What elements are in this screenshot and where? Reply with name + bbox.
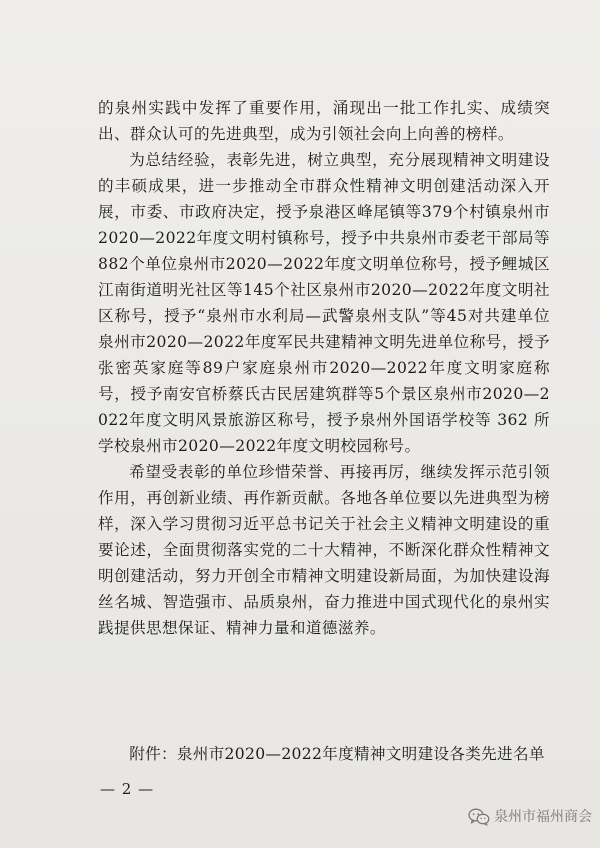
paragraph-2: 为总结经验，表彰先进，树立典型，充分展现精神文明建设的丰硕成果，进一步推动全市群众性精神文明创建活动深入开展，市委、市政府决定，授予泉港区峰尾镇等379个村镇泉州市2020—2022年度文明村镇称号，授予中共泉州市委老干部局等882个单位泉州市2020—2022年度文明单位称号，授予鲤城区江南街道明光社区等145个社区泉州市2020—2022年度文明社区称号，授予“泉州市水利局—武警泉州支队”等45对共建单位泉州市2020—2022年度军民共建精神文明先进单位称号，授予张密英家庭等89户家庭泉州市2020—2022年度文明家庭称号，授予南安官桥蔡氏古民居建筑群等5个景区泉州市2020—2022年度文明风景旅游区称号，授予泉州外国语学校等 362 所学校泉州市2020—2022年度文明校园称号。 <box>98 151 550 455</box>
attachment-line: 附件：泉州市2020—2022年度精神文明建设各类先进名单 <box>129 745 545 763</box>
page-number: — 2 — <box>100 780 155 798</box>
wechat-icon <box>468 808 490 826</box>
paragraph-3: 希望受表彰的单位珍惜荣誉、再接再厉，继续发挥示范引领作用，再创新业绩、再作新贡献。各地各单位要以先进典型为榜样，深入学习贯彻习近平总书记关于社会主义精神文明建设的重要论述，全面贯彻落实党的二十大精神，不断深化群众性精神文明创建活动，努力开创全市精神文明建设新局面，为加快建设海丝名城、智造强市、品质泉州，奋力推进中国式现代化的泉州实践提供思想保证、精神力量和道德滋养。 <box>98 463 550 637</box>
paragraph-1: 的泉州实践中发挥了重要作用，涌现出一批工作扎实、成绩突出、群众认可的先进典型，成为引领社会向上向善的榜样。 <box>98 99 550 143</box>
watermark-text: 泉州市福州商会 <box>494 809 592 825</box>
document-body <box>98 95 550 641</box>
watermark <box>468 808 592 826</box>
